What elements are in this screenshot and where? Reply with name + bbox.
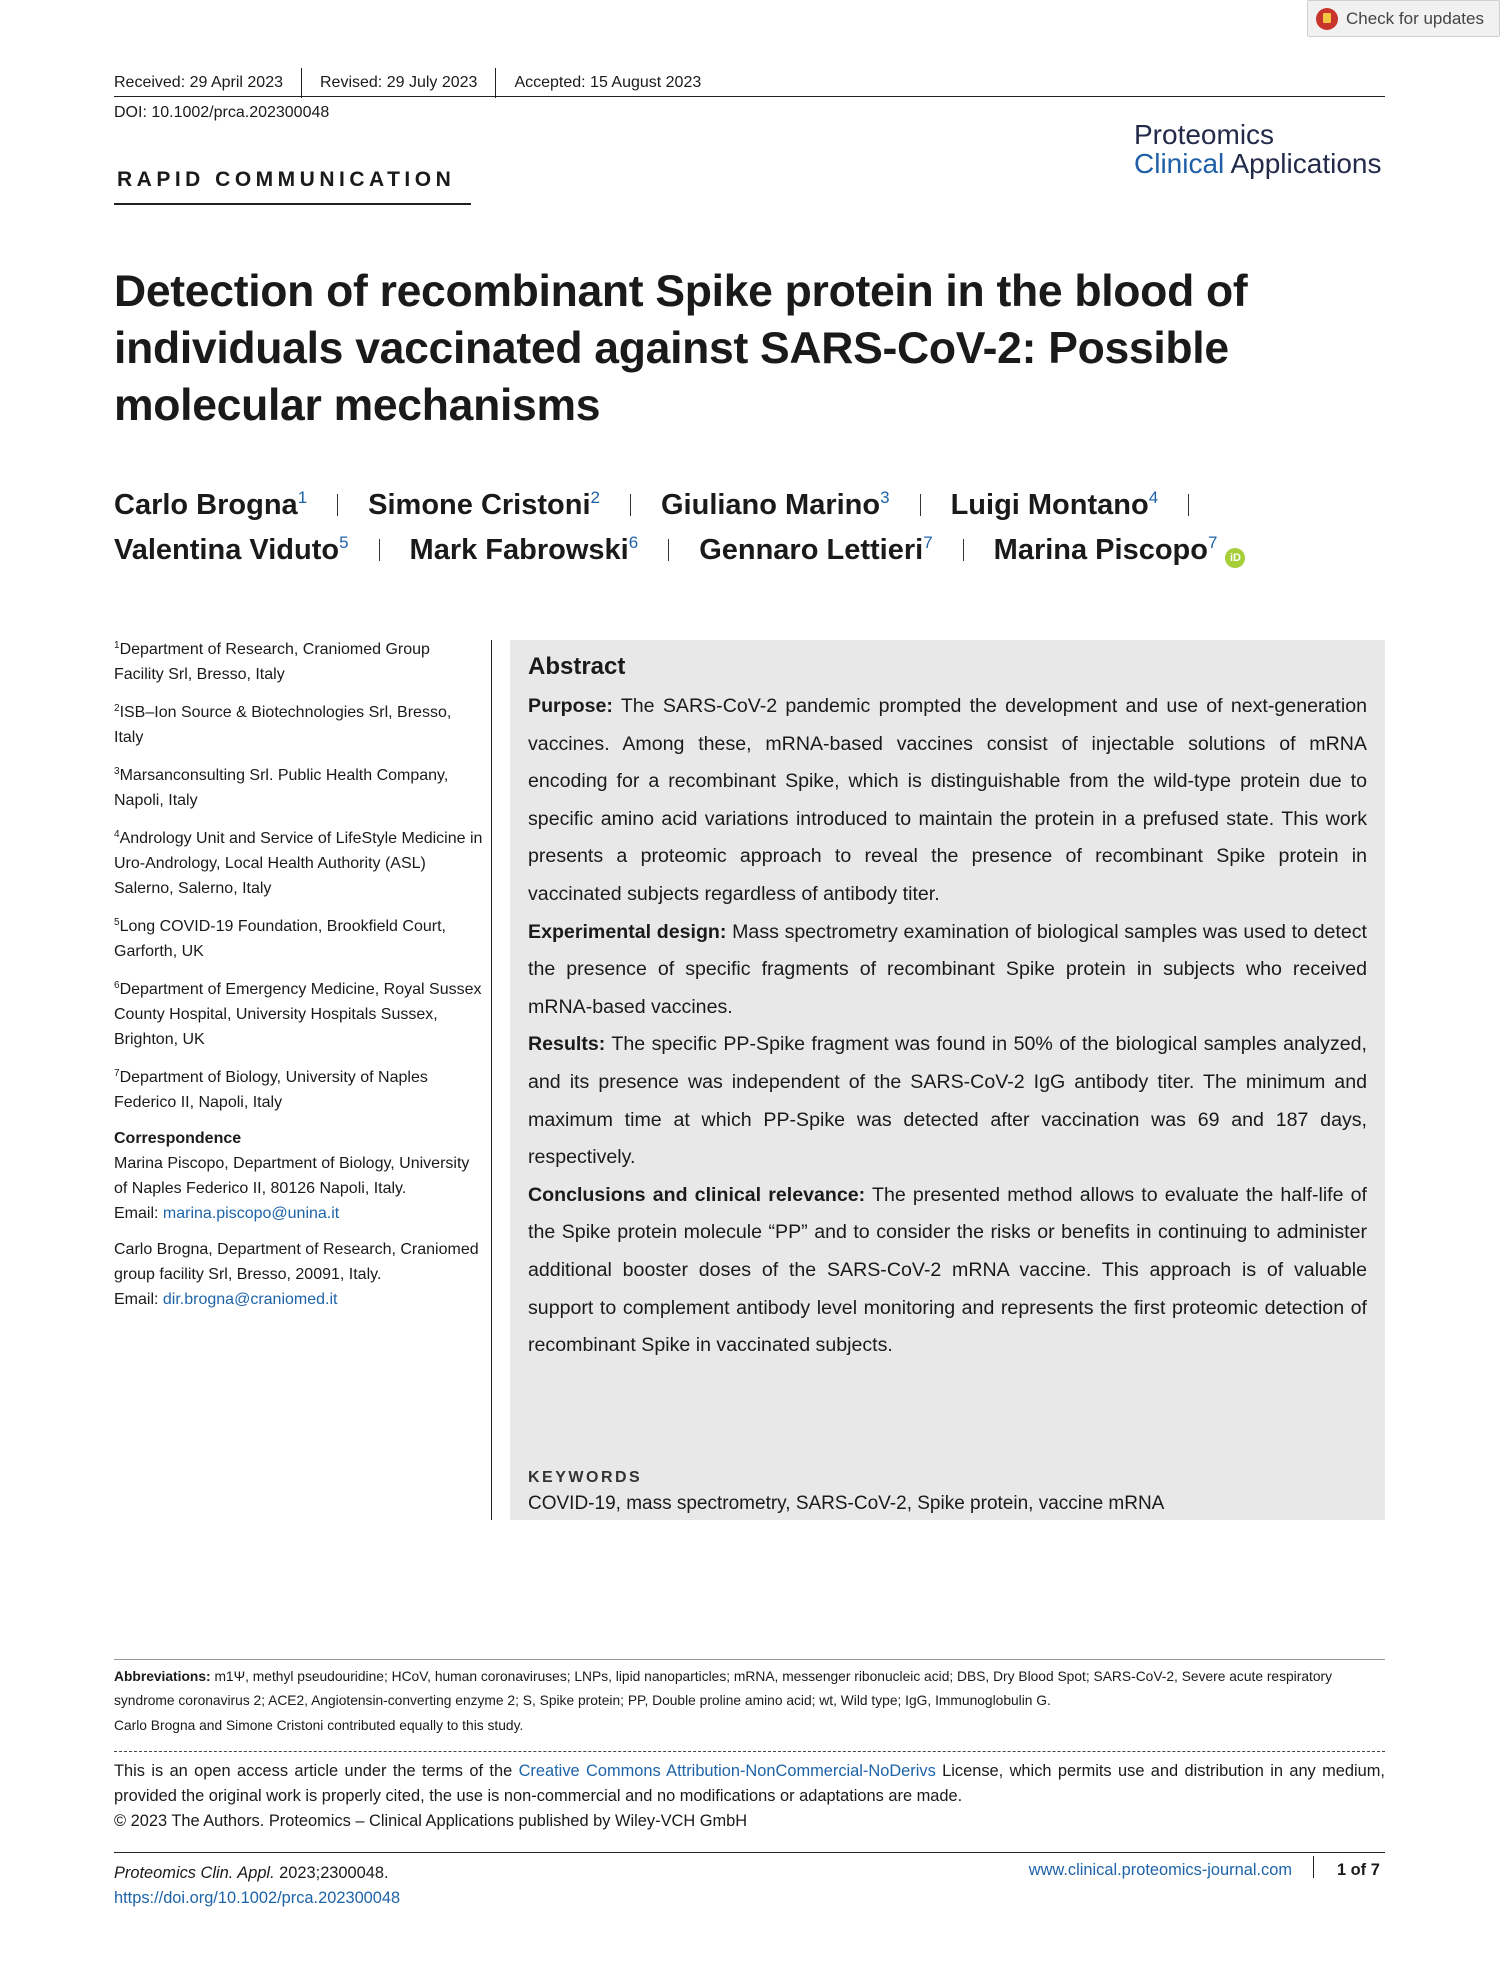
abstract-design: Experimental design: Mass spectrometry examination of biological samples was used to detect the presence of specific fragments of recombinant Spike protein in subjects who received mRNA-based vaccines. — [528, 920, 1367, 1018]
divider — [963, 539, 964, 561]
header-rule — [114, 96, 1385, 97]
divider — [337, 494, 338, 516]
article-type: RAPID COMMUNICATION — [117, 168, 456, 191]
abstract-results: Results: The specific PP-Spike fragment was found in 50% of the biological samples analyzed, and its presence was independent of the SARS-CoV-2 IgG antibody titer. The minimum and maximum time at which PP-Spike was detected after vaccination was 69 and 187 days, respectively. — [528, 1033, 1368, 1169]
journal-citation: Proteomics Clin. Appl. 2023;2300048. https://doi.org/10.1002/prca.202300048 — [114, 1864, 401, 1907]
journal-website-link[interactable]: www.clinical.proteomics-journal.com — [1028, 1861, 1292, 1879]
divider — [920, 494, 921, 516]
article-title: Detection of recombinant Spike protein in the blood of individuals vaccinated against SARS-CoV-2: Possible molecular mechanisms — [114, 267, 1248, 430]
journal-logo-line2 — [1134, 149, 1384, 178]
author[interactable]: Valentina Viduto$^5$ — [114, 533, 349, 566]
email-link[interactable]: marina.piscopo@unina.it — [162, 1205, 340, 1222]
author[interactable]: Giuliano Marino$^3$ — [660, 488, 890, 521]
dashed-rule — [114, 1751, 1385, 1752]
divider — [1188, 494, 1189, 516]
author[interactable]: Marina Piscopo$^7$ — [993, 533, 1218, 566]
affiliation: $^4$Andrology Unit and Service of LifeStyle Medicine in Uro-Andrology, Local Health Authority (ASL) Salerno, Salerno, Italy — [114, 829, 483, 897]
journal-logo-clinical: Clinical — [1134, 148, 1225, 179]
abstract-body — [528, 688, 1367, 1365]
correspondence-email-line: Email: marina.piscopo@unina.it — [114, 1205, 340, 1222]
license-note: This is an open access article under the terms of the Creative Commons Attribution-NonCommercial-NoDerivs License, which permits use and distribution in any medium, provided the original work is properly cited, the use is non-commercial and no modifications or adaptations are made. © 2023 The Authors. Proteomics – Clinical Applications published by Wiley-VCH GmbH — [114, 1762, 1385, 1830]
doi: DOI: 10.1002/prca.202300048 — [114, 104, 330, 121]
correspondence-address: Marina Piscopo, Department of Biology, University of Naples Federico II, 80126 Napoli, Italy. — [114, 1155, 470, 1197]
revised-date: Revised: 29 July 2023 — [320, 74, 478, 91]
license-link[interactable]: Creative Commons Attribution-NonCommercial-NoDerivs — [518, 1762, 936, 1780]
divider — [379, 539, 380, 561]
affiliation: $^2$ISB–Ion Source & Biotechnologies Srl, Bresso, Italy — [114, 703, 452, 746]
affiliations — [114, 633, 484, 1124]
affiliation: $^5$Long COVID-19 Foundation, Brookfield Court, Garforth, UK — [114, 917, 446, 960]
article-dates — [114, 68, 719, 98]
journal-logo — [1134, 120, 1384, 178]
column-divider — [491, 640, 492, 1520]
contribution-note: Carlo Brogna and Simone Cristoni contributed equally to this study. — [114, 1718, 524, 1733]
correspondence — [114, 1126, 486, 1312]
author[interactable]: Luigi Montano$^4$ — [950, 488, 1159, 521]
footer-rule — [114, 1852, 1385, 1853]
affiliation: $^6$Department of Emergency Medicine, Royal Sussex County Hospital, University Hospitals Sussex, Brighton, UK — [114, 980, 482, 1048]
affiliation: $^1$Department of Research, Craniomed Group Facility Srl, Bresso, Italy — [114, 640, 430, 683]
divider — [1313, 1856, 1314, 1878]
author-list-line2 — [114, 533, 1245, 567]
received-date: Received: 29 April 2023 — [114, 74, 283, 91]
author[interactable]: Simone Cristoni$^2$ — [368, 488, 600, 521]
check-for-updates-label: Check for updates — [1346, 8, 1484, 28]
keywords: COVID-19, mass spectrometry, SARS-CoV-2, Spike protein, vaccine mRNA — [528, 1493, 1165, 1514]
correspondence-heading: Correspondence — [114, 1130, 242, 1147]
keywords-heading: KEYWORDS — [528, 1469, 643, 1486]
abstract-purpose: Purpose: The SARS-CoV-2 pandemic prompted the development and use of next-generation vaccines. Among these, mRNA-based vaccines consist of injectable solutions of mRNA encoding for a recombinant Spike, which is distinguishable from the wild-type protein due to specific amino acid variations introduced to maintain the protein in a prefused state. This work presents a proteomic approach to reveal the presence of recombinant Spike protein in vaccinated subjects regardless of antibody titer. — [528, 695, 1368, 905]
abstract-conclusions: Conclusions and clinical relevance: The presented method allows to evaluate the half-life of the Spike protein molecule “PP” and to consider the risks or benefits in continuing to administer additional booster doses of the SARS-CoV-2 mRNA vaccine. This approach is of valuable support to complement antibody level monitoring and represents the first proteomic detection of recombinant Spike in vaccinated subjects. — [528, 1183, 1368, 1357]
divider — [668, 539, 669, 561]
orcid-icon[interactable]: iD — [1225, 548, 1245, 568]
journal-logo-line1: Proteomics — [1134, 119, 1275, 150]
author[interactable]: Mark Fabrowski$^6$ — [409, 533, 639, 566]
author[interactable]: Carlo Brogna$^1$ — [114, 488, 308, 521]
correspondence-address: Carlo Brogna, Department of Research, Craniomed group facility Srl, Bresso, 20091, Italy. — [114, 1241, 479, 1283]
abstract-heading: Abstract — [528, 653, 626, 680]
journal-logo-applications: Applications — [1230, 148, 1382, 179]
page-number: 1 of 7 — [1337, 1861, 1380, 1879]
crossmark-icon — [1316, 8, 1338, 30]
correspondence-email-line: Email: dir.brogna@craniomed.it — [114, 1291, 338, 1308]
accepted-date: Accepted: 15 August 2023 — [514, 74, 702, 91]
divider — [630, 494, 631, 516]
article-type-rule — [114, 203, 471, 205]
abbreviations: Abbreviations: m1Ψ, methyl pseudouridine; HCoV, human coronaviruses; LNPs, lipid nanoparticles; mRNA, messenger ribonucleic acid; DBS, Dry Blood Spot; SARS-CoV-2, Severe acute respiratory syndrome coronavirus 2; ACE2, Angiotensin-converting enzyme 2; S, Spike protein; PP, Double proline amino acid; wt, Wild type; IgG, Immunoglobulin G. — [114, 1669, 1333, 1708]
check-for-updates-button[interactable] — [1307, 0, 1500, 37]
copyright: © 2023 The Authors. Proteomics – Clinical Applications published by Wiley-VCH GmbH — [114, 1812, 748, 1830]
email-link[interactable]: dir.brogna@craniomed.it — [162, 1291, 338, 1308]
affiliation: $^7$Department of Biology, University of Naples Federico II, Napoli, Italy — [114, 1068, 428, 1111]
doi-link[interactable]: https://doi.org/10.1002/prca.202300048 — [114, 1889, 401, 1907]
footnote-rule — [114, 1659, 1385, 1660]
affiliation: $^3$Marsanconsulting Srl. Public Health Company, Napoli, Italy — [114, 766, 449, 809]
author-list-line1 — [114, 488, 1219, 522]
author[interactable]: Gennaro Lettieri$^7$ — [699, 533, 933, 566]
